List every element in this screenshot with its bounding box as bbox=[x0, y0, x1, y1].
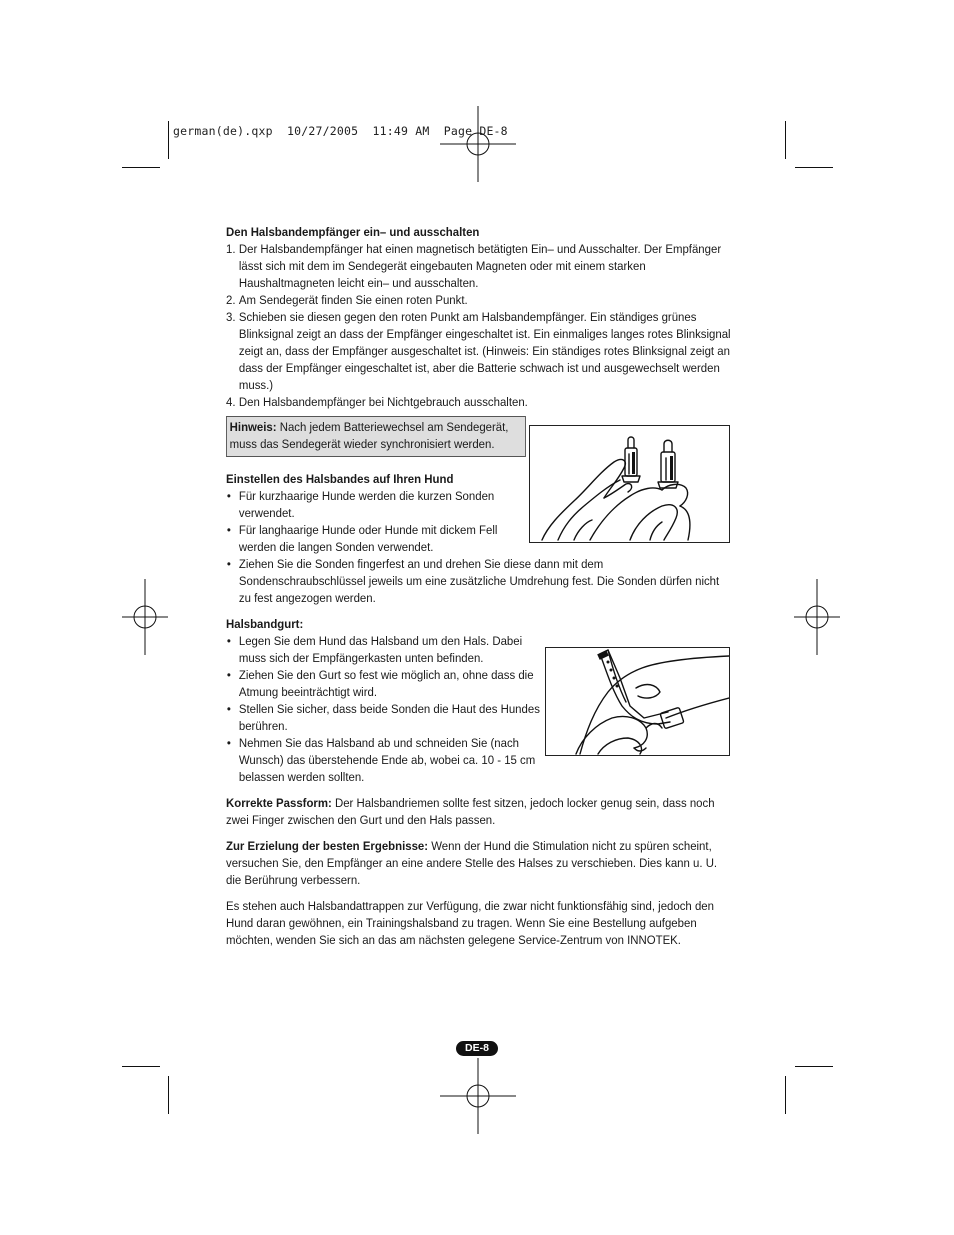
crop-mark bbox=[168, 1076, 169, 1114]
item-text: Ziehen Sie den Gurt so fest wie möglich an, ohne dass die Atmung beeinträchtigt wird. bbox=[238, 668, 534, 699]
probe-illustration bbox=[529, 425, 730, 543]
section-heading-switch: Den Halsbandempfänger ein– und ausschalten bbox=[226, 225, 480, 239]
note-label: Hinweis: bbox=[229, 420, 277, 434]
bullet-icon: • bbox=[226, 557, 231, 571]
best-text: Wenn der Hund die Stimulation nicht zu spüren scheint, versuchen Sie, den Empfänger an eine andere Stelle des Halses zu verschieben. Dies kann u. U. die Berührung verbessern. bbox=[226, 839, 718, 887]
registration-mark-bottom bbox=[440, 1058, 516, 1134]
closing-paragraph: Es stehen auch Halsbandattrappen zur Verfügung, die zwar nicht funktionsfähig sind, jedoch den Hund daran gewöhnen, ein Trainingshalsband zu tragen. Wenn Sie eine Bestellung aufgeben möchten, wenden Sie sich an das am nächsten gelegene Service-Zentrum von INNOTEK. bbox=[226, 899, 714, 947]
item-number: 4. bbox=[226, 395, 236, 409]
bullet-icon: • bbox=[226, 523, 231, 537]
registration-mark-right bbox=[794, 579, 840, 655]
list-item bbox=[226, 735, 541, 786]
item-text: Nehmen Sie das Halsband ab und schneiden Sie (nach Wunsch) das überstehende Ende ab, wobei ca. 10 - 15 cm belassen werden sollten. bbox=[238, 736, 536, 784]
crop-mark bbox=[785, 1076, 786, 1114]
collar-illustration bbox=[545, 647, 730, 756]
registration-mark-top bbox=[440, 106, 516, 182]
item-text: Den Halsbandempfänger bei Nichtgebrauch ausschalten. bbox=[238, 395, 528, 409]
bullet-icon: • bbox=[226, 702, 231, 716]
registration-mark-left bbox=[122, 579, 168, 655]
list-item bbox=[226, 488, 529, 522]
item-text: Der Halsbandempfänger hat einen magnetisch betätigten Ein– und Ausschalter. Der Empfänger lässt sich mit dem im Sendegerät eingebauten Magneten oder mit einem starken Haushaltmagneten leicht ein– und ausschalten. bbox=[238, 242, 722, 290]
bullet-icon: • bbox=[226, 736, 231, 750]
list-item bbox=[226, 667, 541, 701]
page-number-badge: DE-8 bbox=[456, 1041, 498, 1056]
best-label: Zur Erzielung der besten Ergebnisse: bbox=[226, 839, 429, 853]
list-item bbox=[226, 309, 732, 394]
crop-mark bbox=[122, 167, 160, 168]
list-item bbox=[226, 633, 541, 667]
list-item bbox=[226, 522, 529, 556]
fit-text: Der Halsbandriemen sollte fest sitzen, jedoch locker genug sein, dass noch zwei Finger zwischen den Gurt und den Hals passen. bbox=[226, 796, 715, 827]
section-heading-strap: Halsbandgurt: bbox=[226, 617, 304, 631]
bullet-icon: • bbox=[226, 634, 231, 648]
item-text: Für kurzhaarige Hunde werden die kurzen Sonden verwendet. bbox=[238, 489, 495, 520]
crop-mark bbox=[122, 1066, 160, 1067]
page-content bbox=[226, 224, 732, 949]
list-item bbox=[226, 394, 732, 411]
fit-label: Korrekte Passform: bbox=[226, 796, 332, 810]
list-item bbox=[226, 701, 541, 735]
list-item bbox=[226, 241, 732, 292]
crop-mark bbox=[795, 1066, 833, 1067]
crop-mark bbox=[785, 121, 786, 159]
switch-steps-list bbox=[226, 241, 732, 411]
note-text: Nach jedem Batteriewechsel am Sendegerät, muss das Sendegerät wieder synchronisiert werden. bbox=[229, 420, 509, 451]
item-text: Ziehen Sie die Sonden fingerfest an und drehen Sie diese dann mit dem Sondenschraubschlüssel jeweils um eine zusätzliche Umdrehung fest. Die Sonden dürfen nicht zu fest angezogen werden. bbox=[238, 557, 720, 605]
item-text: Legen Sie dem Hund das Halsband um den Hals. Dabei muss sich der Empfängerkasten unten befinden. bbox=[238, 634, 523, 665]
bullet-icon: • bbox=[226, 668, 231, 682]
note-box bbox=[226, 416, 526, 457]
fit-paragraph bbox=[226, 795, 732, 829]
item-text: Für langhaarige Hunde oder Hunde mit dickem Fell werden die langen Sonden verwendet. bbox=[238, 523, 498, 554]
item-text: Stellen Sie sicher, dass beide Sonden die Haut des Hundes berühren. bbox=[238, 702, 540, 733]
print-slug: german(de).qxp 10/27/2005 11:49 AM Page DE-8 bbox=[173, 124, 508, 138]
list-item bbox=[226, 292, 732, 309]
item-number: 3. bbox=[226, 310, 236, 324]
list-item bbox=[226, 556, 732, 607]
crop-mark bbox=[168, 121, 169, 159]
item-number: 1. bbox=[226, 242, 236, 256]
section-heading-fitting: Einstellen des Halsbandes auf Ihren Hund bbox=[226, 472, 454, 486]
bullet-icon: • bbox=[226, 489, 231, 503]
item-text: Schieben sie diesen gegen den roten Punkt am Halsbandempfänger. Ein ständiges grünes Blinksignal zeigt an dass der Empfänger eingeschaltet ist. Ein einmaliges langes rotes Blinksignal zeigt an, dass der Empfänger ausgeschaltet ist. (Hinweis: Ein ständiges rotes Blinksignal zeigt an dass der Empfänger eingeschaltet ist, aber die Batterie schwach ist und ausgewechselt werden muss.) bbox=[238, 310, 731, 392]
best-results-paragraph bbox=[226, 838, 732, 889]
item-number: 2. bbox=[226, 293, 236, 307]
crop-mark bbox=[795, 167, 833, 168]
item-text: Am Sendegerät finden Sie einen roten Punkt. bbox=[238, 293, 468, 307]
